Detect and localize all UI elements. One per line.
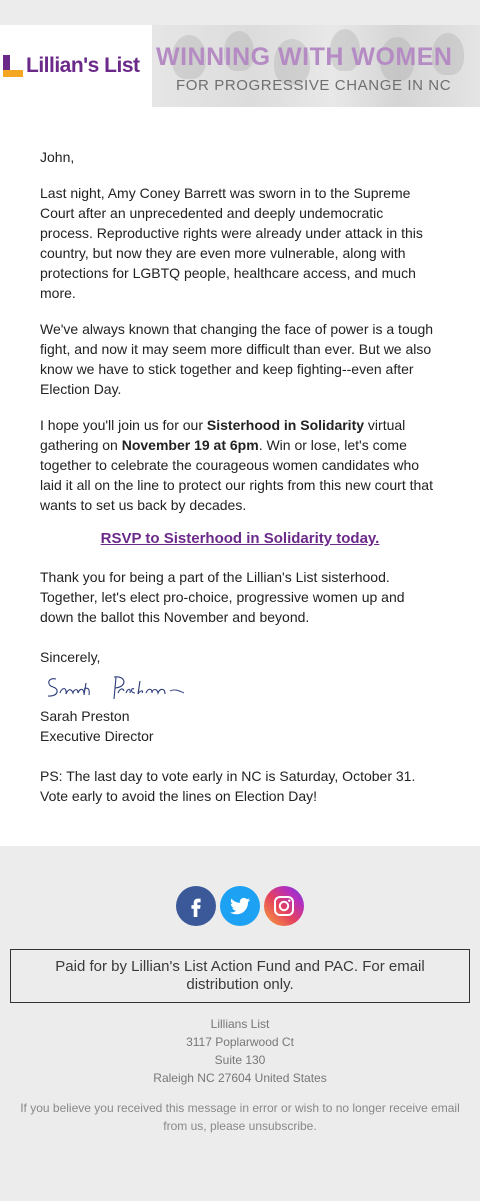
social-links bbox=[0, 886, 480, 926]
signoff: Sincerely, bbox=[40, 649, 101, 665]
event-name: Sisterhood in Solidarity bbox=[206, 417, 365, 433]
paragraph-4: Thank you for being a part of the Lillian's List sisterhood. Together, let's elect pro-choice, progressive women up and down the ballot this November and beyond. bbox=[40, 569, 405, 625]
banner-headline: WINNING WITH WOMEN bbox=[156, 43, 453, 71]
facebook-icon bbox=[185, 895, 207, 917]
p3-text-e: . Win or lose, let's come together to celebrate the courageous women candidates who laid it all on the line to protect our rights from this new court that wants to set us back by decades. bbox=[40, 437, 433, 513]
signer-name: Sarah Preston bbox=[40, 708, 130, 724]
signature-image bbox=[44, 669, 189, 705]
org-name: Lillians List bbox=[210, 1017, 270, 1031]
address-city: Raleigh NC 27604 United States bbox=[153, 1071, 327, 1085]
top-strip bbox=[0, 0, 480, 25]
address-street: 3117 Poplarwood Ct bbox=[186, 1035, 294, 1049]
logo-l-icon bbox=[3, 55, 23, 77]
banner-subheadline: FOR PROGRESSIVE CHANGE IN NC bbox=[176, 77, 452, 94]
p3-text-c: virtual gathering on bbox=[40, 417, 406, 453]
instagram-link[interactable] bbox=[264, 886, 304, 926]
twitter-icon bbox=[228, 894, 252, 918]
paragraph-1: Last night, Amy Coney Barrett was sworn in to the Supreme Court after an unprecedented and deeply undemocratic process. Reproductive rights were already under attack in this country, but now they are even more vulnerable, along with protections for LGBTQ people, healthcare access, and much more. bbox=[40, 185, 423, 301]
rsvp-link[interactable]: RSVP to Sisterhood in Solidarity today. bbox=[100, 530, 380, 547]
signer-title: Executive Director bbox=[40, 728, 154, 744]
unsubscribe-notice[interactable]: If you believe you received this message in error or wish to no longer receive email from us, please unsubscribe. bbox=[20, 1101, 460, 1133]
email-footer bbox=[0, 846, 480, 1201]
paid-for-disclaimer: Paid for by Lillian's List Action Fund and PAC. For email distribution only. bbox=[10, 949, 470, 1003]
lillians-list-logo[interactable] bbox=[0, 25, 152, 107]
twitter-link[interactable] bbox=[220, 886, 260, 926]
paragraph-2: We've always known that changing the face of power is a tough fight, and now it may seem more difficult than ever. But we also know we have to stick together and keep fighting--even after Election Day. bbox=[40, 321, 434, 397]
header-banner[interactable] bbox=[0, 25, 480, 107]
address-suite: Suite 130 bbox=[214, 1053, 266, 1067]
paragraph-3 bbox=[40, 415, 440, 515]
logo-text: Lillian's List bbox=[26, 54, 140, 77]
p3-text-a: I hope you'll join us for our bbox=[40, 417, 207, 433]
facebook-link[interactable] bbox=[176, 886, 216, 926]
signer-block bbox=[40, 706, 440, 746]
instagram-icon bbox=[272, 894, 296, 918]
postscript: PS: The last day to vote early in NC is Saturday, October 31. Vote early to avoid the lines on Election Day! bbox=[40, 768, 416, 804]
greeting: John, bbox=[40, 149, 75, 165]
email-body bbox=[0, 107, 480, 846]
event-date: November 19 at 6pm bbox=[121, 437, 259, 453]
